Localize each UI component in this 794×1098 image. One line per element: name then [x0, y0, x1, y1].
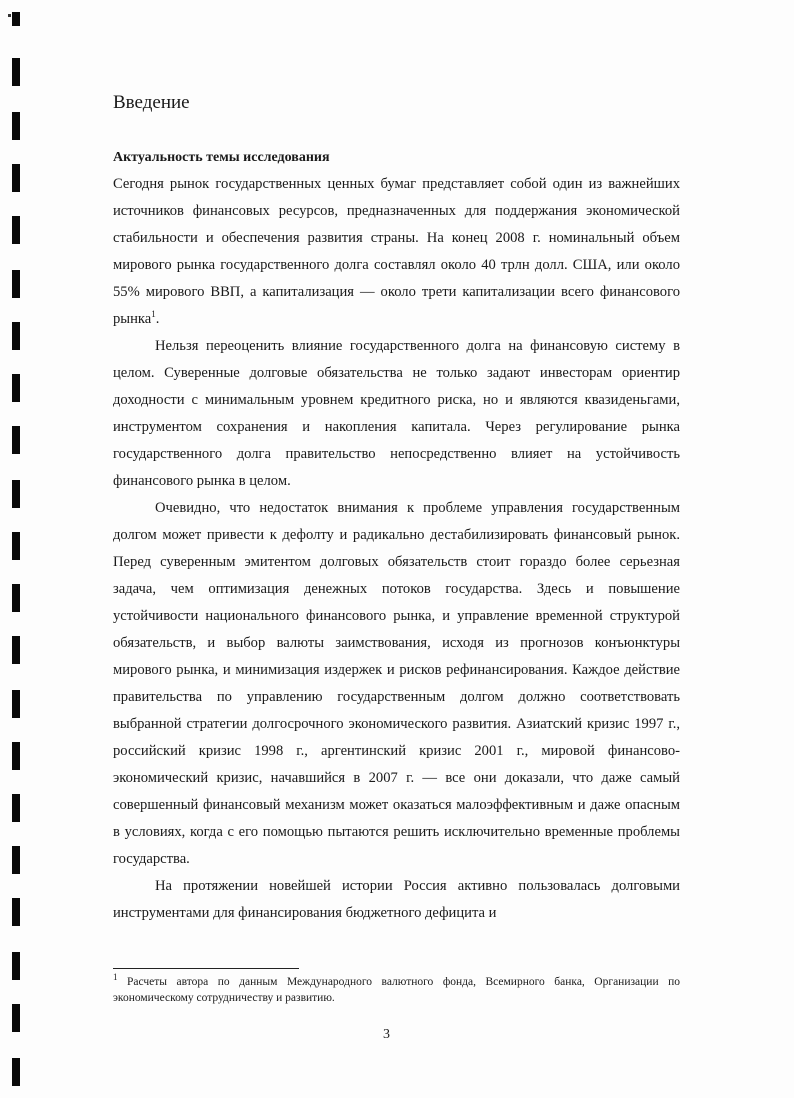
footnote-divider [113, 968, 299, 969]
scan-edge-mark [12, 636, 20, 664]
footnote [113, 974, 680, 1006]
scan-edge-mark [12, 584, 20, 612]
paragraph-end: . [155, 311, 160, 327]
scan-edge-mark [12, 952, 20, 980]
scan-edge-mark [12, 374, 20, 402]
scan-edge-mark [12, 1058, 20, 1086]
scan-edge-mark [12, 12, 20, 26]
page-title: Введение [113, 92, 190, 113]
scan-edge-mark [12, 898, 20, 926]
paragraph: Очевидно, что недостаток внимания к проблеме управления государственным долгом может привести к дефолту и радикально дестабилизировать финансовый рынок. Перед суверенным эмитентом долговых обязательств стоит гораздо более серьезная задача, чем оптимизация денежных потоков государства. Здесь и повышение устойчивости национального финансового рынка, и управление временной структурой обязательств, и выбор валюты заимствования, исходя из прогнозов конъюнктуры мирового рынка, и минимизация издержек и рисков рефинансирования. Каждое действие правительства по управлению государственным долгом должно соответствовать выбранной стратегии долгосрочного экономического развития. Азиатский кризис 1997 г., российский кризис 1998 г., аргентинский кризис 2001 г., мировой финансово-экономический кризис, начавшийся в 2007 г. — все они доказали, что даже самый совершенный финансовый механизм может оказаться малоэффективным и даже опасным в условиях, когда с его помощью пытаются решить исключительно временные проблемы государства. [113, 500, 680, 867]
scan-edge-mark [12, 270, 20, 298]
paragraph: На протяжении новейшей истории Россия активно пользовалась долговыми инструментами для финансирования бюджетного дефицита и [113, 878, 680, 921]
scan-edge-mark [12, 480, 20, 508]
paragraph [113, 171, 680, 333]
scan-edge-mark [12, 1004, 20, 1032]
scan-edge-mark [12, 742, 20, 770]
scan-edge-mark [12, 794, 20, 822]
scan-edge-mark [12, 164, 20, 192]
paragraph-text: Сегодня рынок государственных ценных бумаг представляет собой один из важнейших источников финансовых ресурсов, предназначенных для поддержания экономической стабильности и обеспечения развития страны. На конец 2008 г. номинальный объем мирового рынка государственного долга составлял около 40 трлн долл. США, или около 55% мирового ВВП, а капитализация — около трети капитализации всего финансового рынка [113, 176, 680, 327]
footnote-marker: 1 [113, 972, 118, 983]
footnote-reference[interactable]: 1 [151, 309, 156, 320]
footnote-text: Расчеты автора по данным Международного валютного фонда, Всемирного банка, Организации по экономическому сотрудничеству и развитию. [113, 976, 681, 1004]
document-page [113, 88, 680, 927]
scan-edge-mark [12, 216, 20, 244]
scan-edge-mark [12, 690, 20, 718]
section-heading: Актуальность темы исследования [113, 150, 330, 165]
scan-dot [8, 14, 11, 17]
scan-edge-mark [12, 322, 20, 350]
paragraph: Нельзя переоценить влияние государственного долга на финансовую систему в целом. Суверенные долговые обязательства не только задают инвесторам ориентир доходности с минимальным уровнем кредитного риска, но и являются квазиденьгами, инструментом сохранения и накопления капитала. Через регулирование рынка государственного долга правительство непосредственно влияет на устойчивость финансового рынка в целом. [113, 338, 680, 489]
scan-edge-mark [12, 532, 20, 560]
scan-edge-mark [12, 846, 20, 874]
scan-edge-mark [12, 426, 20, 454]
scan-edge-mark [12, 112, 20, 140]
scan-edge-mark [12, 58, 20, 86]
page-number: 3 [383, 1027, 390, 1042]
